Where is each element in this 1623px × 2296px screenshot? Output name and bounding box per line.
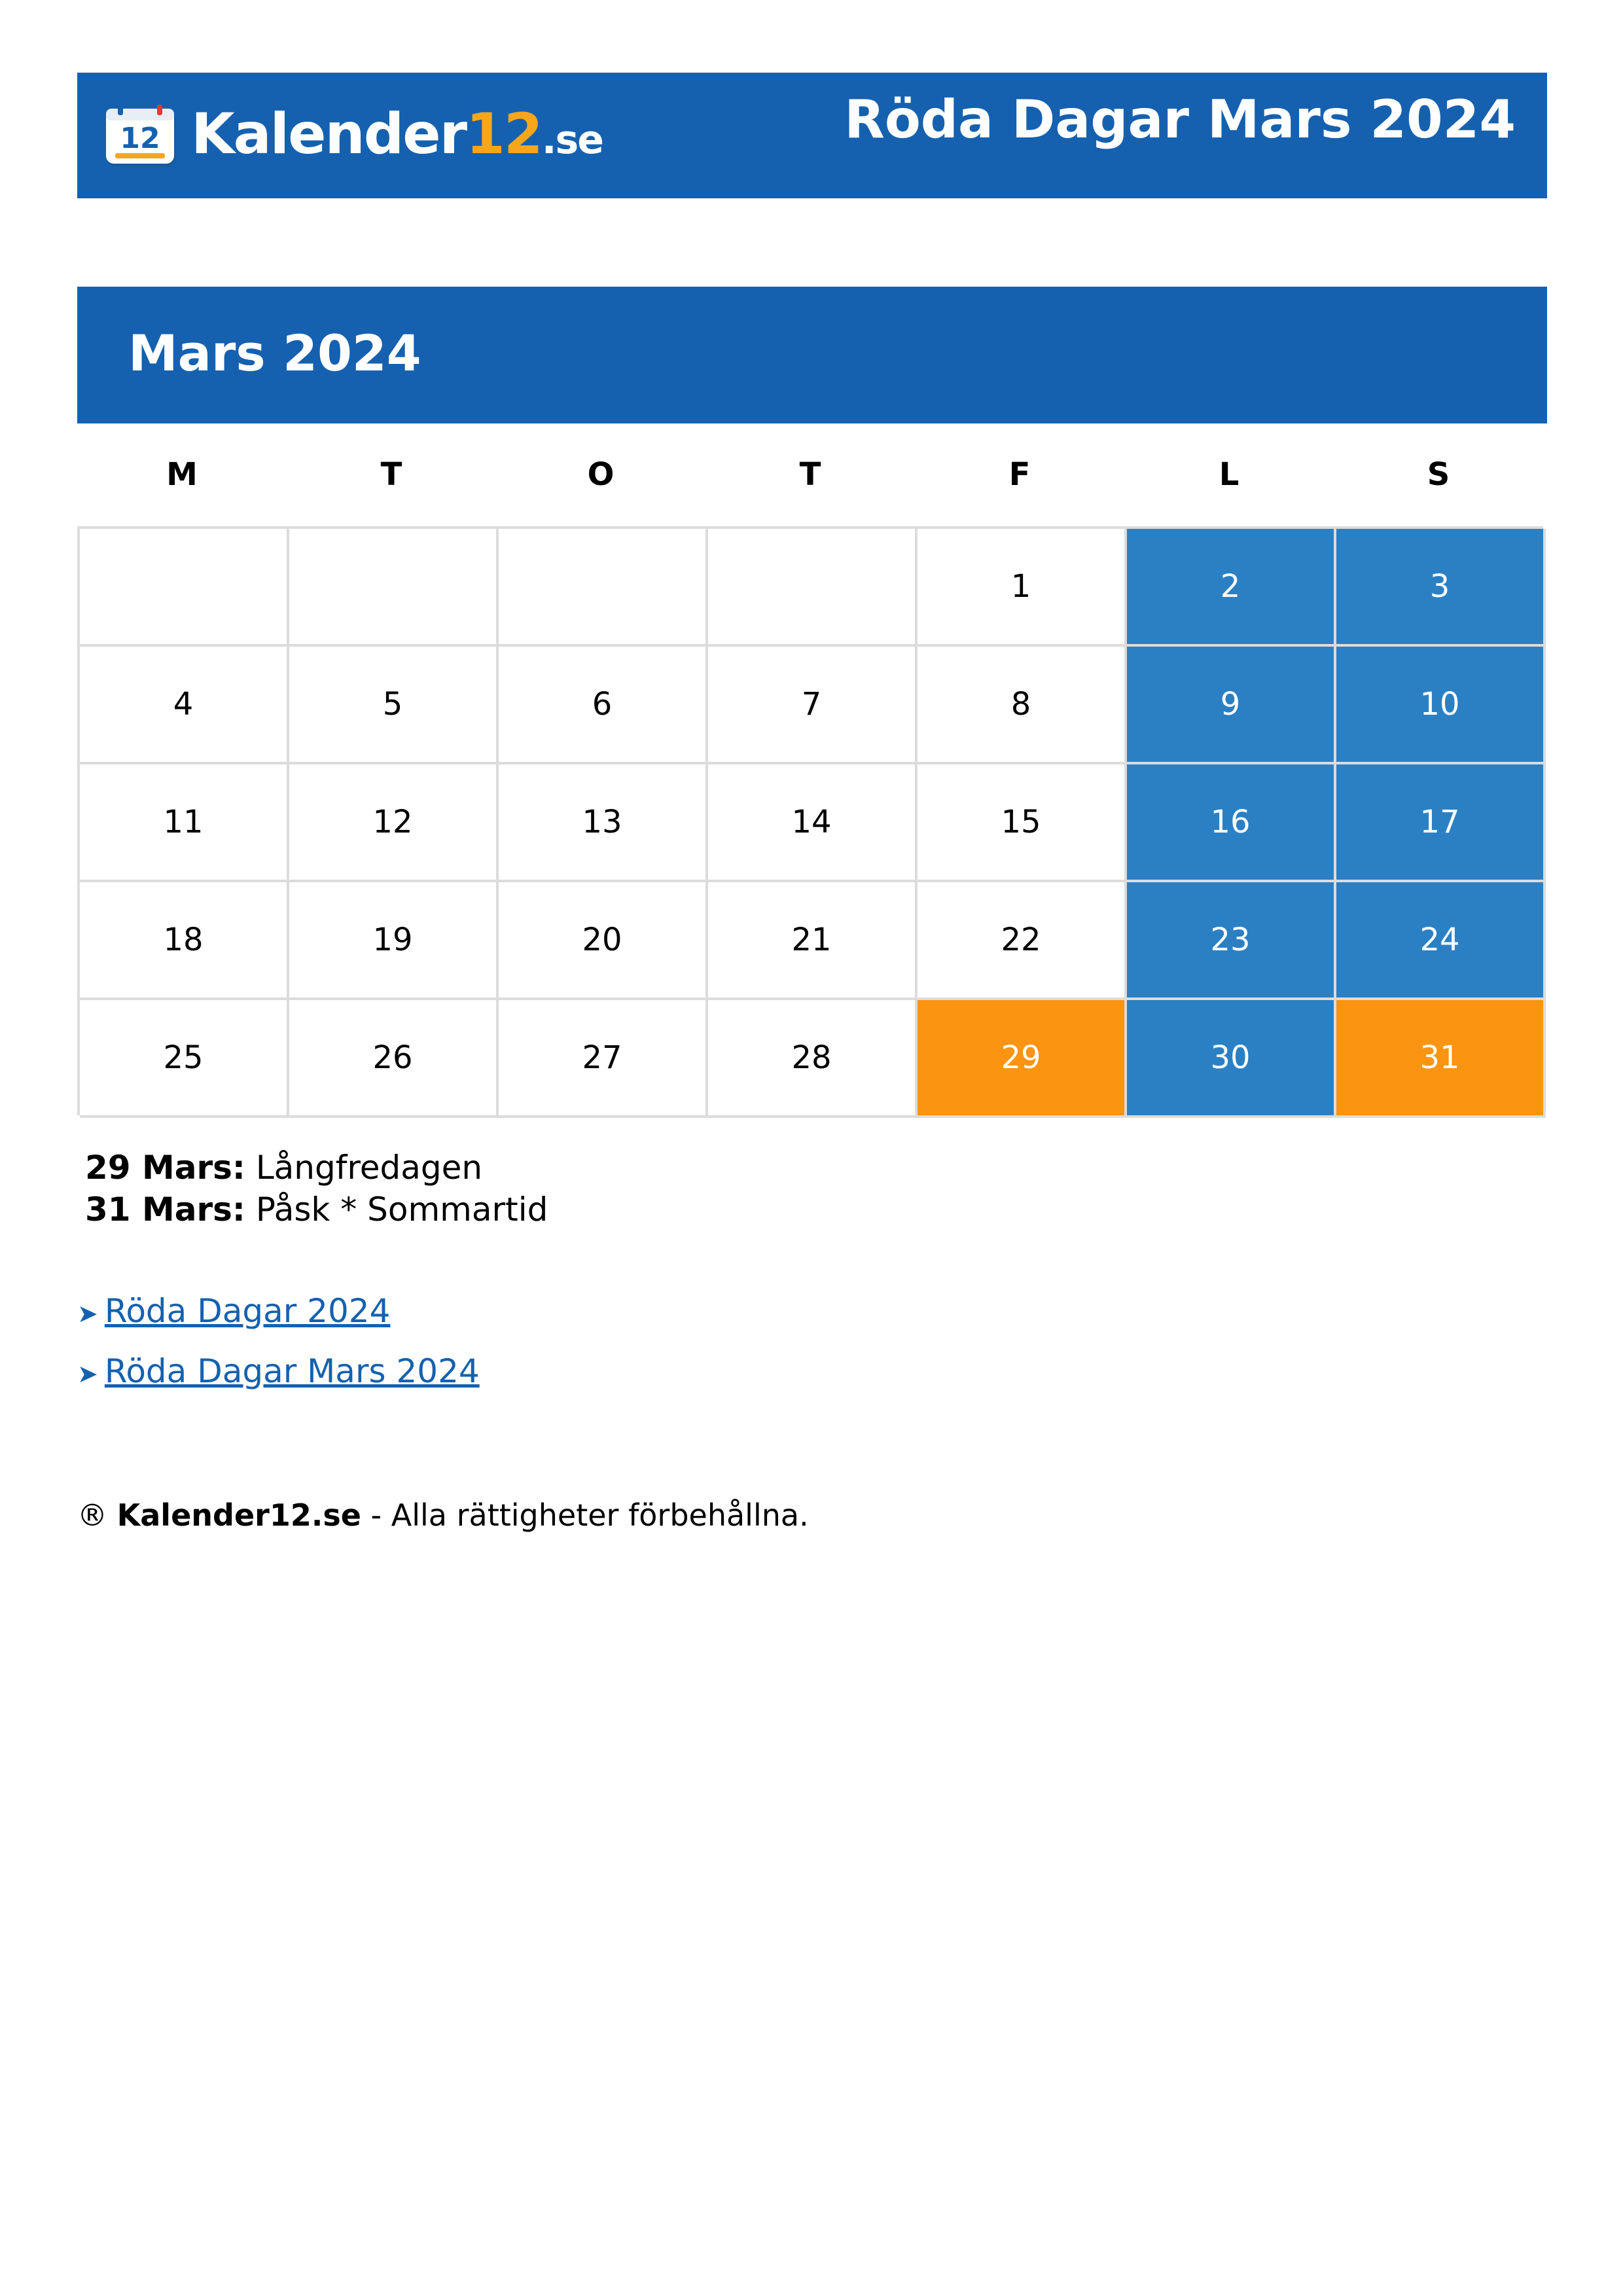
calendar-day-cell: 5 [289, 647, 499, 764]
calendar-day-cell: 18 [80, 882, 289, 1000]
calendar-day-cell: 12 [289, 764, 499, 882]
logo-number: 12 [466, 101, 542, 167]
holiday-item [85, 1189, 548, 1230]
holiday-date: 31 Mars: [85, 1191, 245, 1229]
related-links [77, 1288, 480, 1408]
holiday-date: 29 Mars: [85, 1149, 245, 1187]
calendar-day-cell: 4 [80, 647, 289, 764]
calendar-day-cell: 31 [1336, 1000, 1546, 1118]
calendar-day-cell: 3 [1336, 529, 1546, 647]
calendar-day-cell: 14 [708, 764, 918, 882]
calendar-empty-cell [80, 529, 289, 647]
calendar-day-cell: 27 [499, 1000, 708, 1118]
link-roda-dagar-mars-2024[interactable]: Röda Dagar Mars 2024 [104, 1352, 480, 1390]
site-logo[interactable] [191, 98, 603, 170]
logo-domain: .se [541, 117, 603, 163]
calendar-day-cell: 13 [499, 764, 708, 882]
link-item [77, 1348, 480, 1408]
calendar-day-cell: 23 [1127, 882, 1336, 1000]
calendar-empty-cell [708, 529, 918, 647]
weekday-label: O [587, 456, 615, 493]
calendar-day-cell: 19 [289, 882, 499, 1000]
calendar-empty-cell [499, 529, 708, 647]
calendar-day-cell: 8 [918, 647, 1127, 764]
arrow-right-icon: ➤ [77, 1299, 98, 1328]
weekday-label: L [1219, 456, 1240, 493]
calendar-day-cell: 20 [499, 882, 708, 1000]
link-item [77, 1288, 480, 1348]
calendar-day-cell: 28 [708, 1000, 918, 1118]
month-title: Mars 2024 [128, 324, 421, 382]
calendar-day-cell: 16 [1127, 764, 1336, 882]
holiday-name: Långfredagen [255, 1149, 483, 1187]
page-title: Röda Dagar Mars 2024 [844, 89, 1516, 150]
calendar-day-cell: 24 [1336, 882, 1546, 1000]
calendar-day-cell: 2 [1127, 529, 1336, 647]
calendar-day-cell: 26 [289, 1000, 499, 1118]
weekday-label: T [799, 456, 821, 493]
calendar-day-cell: 11 [80, 764, 289, 882]
arrow-right-icon: ➤ [77, 1359, 98, 1388]
footer-text: - Alla rättigheter förbehållna. [370, 1498, 809, 1533]
calendar-day-cell: 1 [918, 529, 1127, 647]
logo-icon-number: 12 [120, 122, 160, 155]
weekday-header-row [77, 452, 1543, 497]
holiday-list [85, 1147, 548, 1230]
weekday-label: F [1008, 456, 1031, 493]
registered-symbol: ® [77, 1498, 107, 1533]
calendar-day-cell: 25 [80, 1000, 289, 1118]
weekday-label: M [166, 456, 198, 493]
calendar-day-cell: 7 [708, 647, 918, 764]
footer [77, 1492, 809, 1538]
link-roda-dagar-2024[interactable]: Röda Dagar 2024 [104, 1292, 391, 1330]
weekday-label: T [380, 456, 402, 493]
calendar-grid [77, 526, 1543, 1115]
calendar-day-cell: 6 [499, 647, 708, 764]
calendar-icon[interactable] [105, 105, 178, 168]
calendar-empty-cell [289, 529, 499, 647]
calendar-day-cell: 22 [918, 882, 1127, 1000]
calendar-day-cell: 30 [1127, 1000, 1336, 1118]
holiday-name: Påsk * Sommartid [255, 1191, 548, 1229]
calendar-day-cell: 21 [708, 882, 918, 1000]
holiday-item [85, 1147, 548, 1189]
logo-name: Kalender [191, 101, 467, 167]
calendar-day-cell: 29 [918, 1000, 1127, 1118]
weekday-label: S [1427, 456, 1450, 493]
footer-brand: Kalender12.se [116, 1498, 361, 1533]
calendar-day-cell: 9 [1127, 647, 1336, 764]
calendar-day-cell: 15 [918, 764, 1127, 882]
calendar-day-cell: 10 [1336, 647, 1546, 764]
calendar-day-cell: 17 [1336, 764, 1546, 882]
